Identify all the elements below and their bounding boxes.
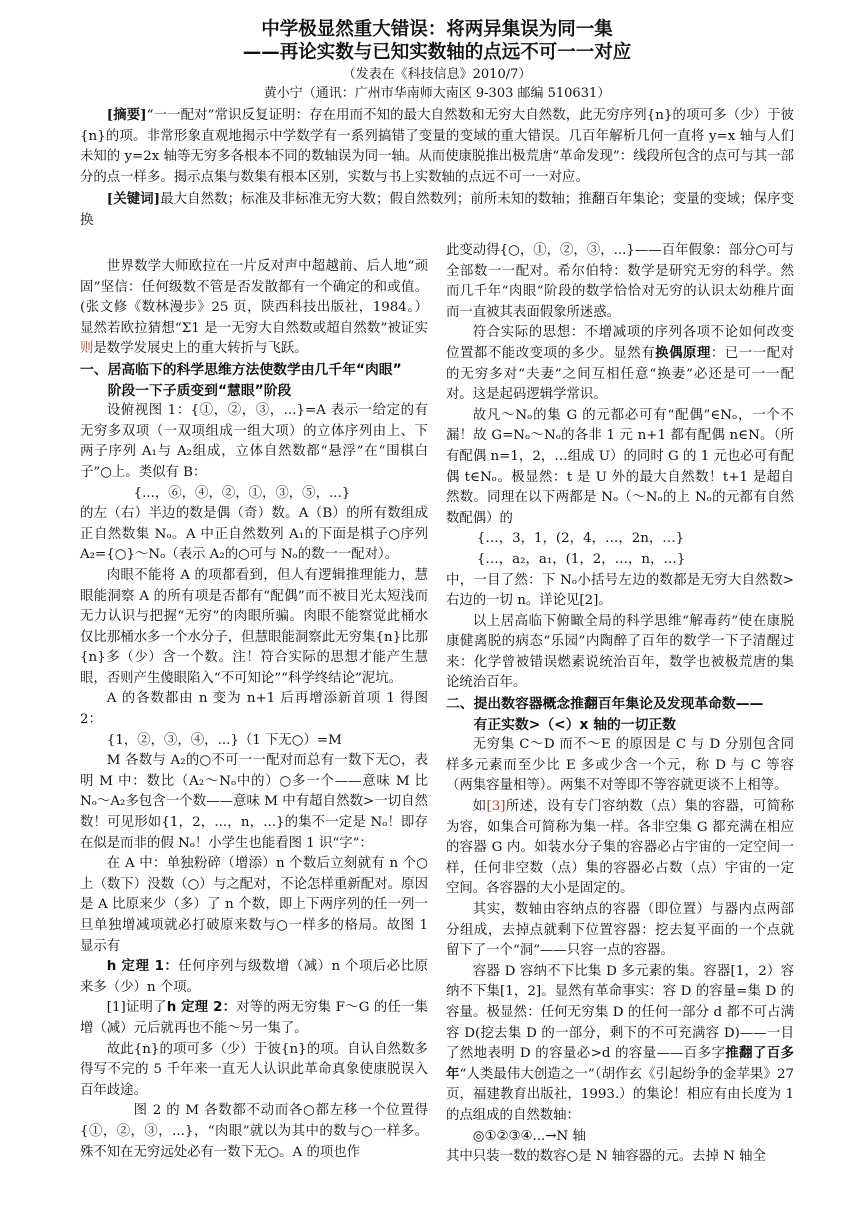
paragraph bbox=[446, 323, 794, 405]
paragraph: 其实，数轴由容纳点的容器（即位置）与器内点两部分组成，去掉点就剩下位置容器：挖去复平面的一个点就留下了一个“洞”——只容一点的容器。 bbox=[446, 902, 794, 959]
paragraph: 图 2 的 M 各数都不动而各○都左移一个位置得{①，②，③，...}，“肉眼”就以为其中的数与○一样多。殊不知在无穷远处必有一数下无○。A 的项也作 bbox=[80, 1103, 428, 1160]
abstract bbox=[80, 105, 794, 188]
abstract-text: “一一配对”常识反复证明：存在用而不知的最大自然数和无穷大自然数，此无穷序列{n}的项可多（少）于彼{n}的项。非常形象直观地揭示中学数学有一系列搞错了变量的变域的重大错误。几百年解析几何一直将 y=x 轴与人们未知的 y=2x 轴等无穷多各根本不同的数轴误为同一轴。从而使康脱推出极荒唐“革命发现”：线段所包含的点可与其一部分的点一样多。揭示点集与数集有根本区别，实数与书上实数轴的点远不可一一对应。 bbox=[80, 108, 795, 185]
author-line: 黄小宁（通讯：广州市华南师大南区 9-303 邮编 510631） bbox=[263, 86, 611, 101]
sequence-b: {...，⑥，④，②，①，③，⑤，...} bbox=[133, 485, 351, 501]
bold-term: 换偶原理 bbox=[655, 345, 711, 361]
paragraph: 在 A 中：单独粉碎（增添）n 个数后立刻就有 n 个○上（数下）没数（○）与之配对，不论怎样重新配对。原因是 A 比原来少（多）了 n 个数，即上下两序列的任一列一旦单独增减项就必打破原来数与○一样多的格局。故图 1 显示有 bbox=[80, 856, 428, 954]
text-run: 符合实际的思想：不增减项的序列各项不论如何改变位置都不能改变项的多少。显然有 bbox=[446, 325, 794, 361]
paragraph: 以上居高临下俯瞰全局的科学思维“解毒药”使在康脱康健离脱的病态“乐园”内陶醉了百年的数学一下子清醒过来：化学曾被错误燃素说统治百年，数学也被极荒唐的集论统治百年。 bbox=[446, 613, 794, 691]
paragraph: 的左（右）半边的数是偶（奇）数。A（B）的所有数组成正自然数集 Nₒ。A 中正自然数列 A₁的下面是棋子○序列 A₂={○}～Nₒ（表示 A₂的○可与 Nₒ的数一一配对）。 bbox=[80, 506, 428, 563]
theorem-label: h 定理 2： bbox=[166, 1000, 237, 1016]
keywords-text: 最大自然数；标准及非标准无穷大数；假自然数列；前所未知的数轴；推翻百年集论；变量的变域；保序变换 bbox=[80, 192, 795, 228]
paragraph: 肉眼不能将 A 的项都看到，但人有逻辑推理能力，慧眼能洞察 A 的所有项是否都有“配偶”而不被目光太短浅而无力认识与把握“无穷”的肉眼所骗。肉眼不能察觉此桶水仅比那桶水多一个水分子，但慧眼能洞察此无穷集{n}比那{n}多（少）含一个数。注！符合实际的思想才能产生慧眼，否则产生傻眼陷入“不可知论”“科学终结论”泥坑。 bbox=[80, 567, 428, 686]
heading-line: 阶段一下子质变到“慧眼”阶段 bbox=[107, 382, 292, 399]
text-run: 是数学发展史上的重大转折与飞跃。 bbox=[93, 341, 308, 357]
theorem-1 bbox=[80, 957, 428, 998]
paragraph: 故凡～Nₒ的集 G 的元都必可有“配偶”∈Nₒ，一个不漏！故 G=Nₒ～Nₒ的各非 1 元 n+1 都有配偶 n∈N。（所有配偶 n=1，2，…组成 U）的同时 G 的 1 元也必可有配偶 t∈Nₒ。极显然：t 是 U 外的最大自然数！t+1 是超自然数。同理在以下两都是 Nₒ（～Nₒ的上 Nₒ的元都有自然数配偶）的 bbox=[446, 407, 794, 526]
text-run: [1]证明了 bbox=[106, 1000, 167, 1016]
number-axis: ◎①②③④...→N 轴 bbox=[472, 1128, 586, 1144]
text-run: 所述，设有专门容纳数（点）集的容器，可简称为容，如集合可简称为集一样。各非空集 G 都充满在相应的容器 G 内。如装水分子集的容器必占宇宙的一定空间一样，任何非空数（点）集的容器必占数（点）宇宙的一定空间。各容器的大小是固定的。 bbox=[446, 799, 795, 897]
theorem-text: 任何序列与级数增（减）n 个项后必比原来多（少）n 个项。 bbox=[80, 959, 428, 995]
left-column bbox=[80, 241, 428, 1168]
paragraph: 设俯视图 1：{①，②，③，...}=A 表示一给定的有无穷多双项（一双项组成一组大项）的立体序列由上、下两子序列 A₁与 A₂组成，立体自然数都“悬浮”在“围棋白子”○上。类似有 B： bbox=[80, 403, 428, 480]
section-heading-2 bbox=[446, 694, 794, 735]
heading-line: 有正实数>（<）x 轴的一切正数 bbox=[473, 716, 676, 733]
paragraph: 故此{n}的项可多（少）于彼{n}的项。自认自然数多得写不完的 5 千年来一直无人认识此革命真象使康脱误入百年歧途。 bbox=[80, 1041, 428, 1098]
abstract-label: [摘要] bbox=[106, 107, 147, 123]
highlight-text: 则 bbox=[80, 341, 94, 357]
two-column-body bbox=[80, 241, 794, 1168]
text-run: 如 bbox=[472, 799, 487, 815]
theorem-text: 对等的两无穷集 F～G 的任一集增（减）元后就再也不能～另一集了。 bbox=[80, 1000, 429, 1036]
sequence-2: {…，a₂，a₁，(1，2，…，n，…} bbox=[476, 551, 686, 567]
keywords bbox=[80, 189, 794, 231]
paragraph bbox=[446, 962, 794, 1127]
title-line-1: 中学极显然重大错误：将两异集误为同一集 bbox=[261, 19, 613, 40]
text-run: “人类最伟大创造之一”（胡作玄《引起纷争的金苹果》27 页，福建教育出版社，1993.）的集论！相应有由长度为 1 的点组成的自然数轴： bbox=[446, 1066, 795, 1123]
right-column bbox=[446, 241, 794, 1168]
title-line-2: ——再论实数与已知实数轴的点远不可一一对应 bbox=[242, 42, 632, 63]
heading-line: 二、提出数容器概念推翻百年集论及发现革命数—— bbox=[446, 696, 764, 713]
paragraph bbox=[80, 257, 428, 360]
text-run: 容器 D 容纳不下比集 D 多元素的集。容器[1，2）容纳不下集[1，2]。显然有革命事实：容 D 的容量=集 D 的容量。极显然：任何无穷集 D 的任何一部分 d 都不可占满容 D(挖去集 D 的一部分，剩下的不可充满容 D)——一目了然地表明 D 的容量必>d 的容量——百多字 bbox=[446, 963, 794, 1062]
paragraph: 此变动得{○，①，②，③，...}——百年假象：部分○可与全部数一一配对。希尔伯特：数学是研究无穷的科学。然而几千年“肉眼”阶段的数学恰恰对无穷的认识太幼稚片面而一直被其表面假象所迷惑。 bbox=[446, 243, 794, 320]
paragraph bbox=[446, 797, 794, 900]
paragraph: 其中只装一数的数容○是 N 轴容器的元。去掉 N 轴全 bbox=[446, 1149, 766, 1165]
publication-note: （发表在《科技信息》2010/7） bbox=[342, 67, 532, 82]
theorem-label: h 定理 1： bbox=[106, 959, 179, 975]
reference-link: [3] bbox=[486, 799, 506, 815]
sequence-m: {1，②，③，④，...}（1 下无○）=M bbox=[106, 732, 342, 748]
paragraph: M 各数与 A₂的○不可一一配对而总有一数下无○，表明 M 中：数比（A₂～Nₒ中的）○多一个——意味 M 比 Nₒ～A₂多包含一个数——意味 M 中有超自然数>一切自然数！可见形如{1，2，...，n，...}的集不一定是 Nₒ！即存在似是而非的假 Nₒ！小学生也能看图 1 识“字”： bbox=[80, 753, 428, 851]
bold-term: 推翻了百多年 bbox=[446, 1046, 795, 1082]
theorem-2 bbox=[80, 998, 428, 1039]
paragraph: A 的各数都由 n 变为 n+1 后再增添新首项 1 得图 2： bbox=[80, 691, 428, 728]
text-run: ：已一一配对的无穷多对“夫妻”之间互相任意“换妻”必还是可一一配对。这是起码逻辑学常识。 bbox=[446, 345, 795, 403]
paragraph: 无穷集 C～D 而不～E 的原因是 C 与 D 分别包含同样多元素而至少比 E 多或少含一个元，称 D 与 C 等容（两集容量相等）。两集不对等即不等容就更谈不上相等。 bbox=[446, 737, 794, 794]
text-run: 世界数学大师欧拉在一片反对声中超越前、后人地“顽固”坚信：任何级数不管是否发散都有一个确定的和或值。(张文修《数林漫步》25 页，陕西科技出版社，1984。）显然若欧拉猜想“Σ1 是一无穷大自然数或超自然数”被证实 bbox=[80, 259, 428, 336]
paragraph: 中，一目了然：下 Nₒ小括号左边的数都是无穷大自然数>右边的一切 n。详论见[2]。 bbox=[446, 572, 794, 609]
sequence-1: {…，3，1，(2，4，…，2n，…} bbox=[476, 531, 685, 547]
keywords-label: [关键词] bbox=[106, 191, 161, 207]
section-heading-1 bbox=[80, 360, 428, 401]
heading-line: 一、居高临下的科学思维方法使数学由几千年“肉眼” bbox=[80, 361, 402, 378]
